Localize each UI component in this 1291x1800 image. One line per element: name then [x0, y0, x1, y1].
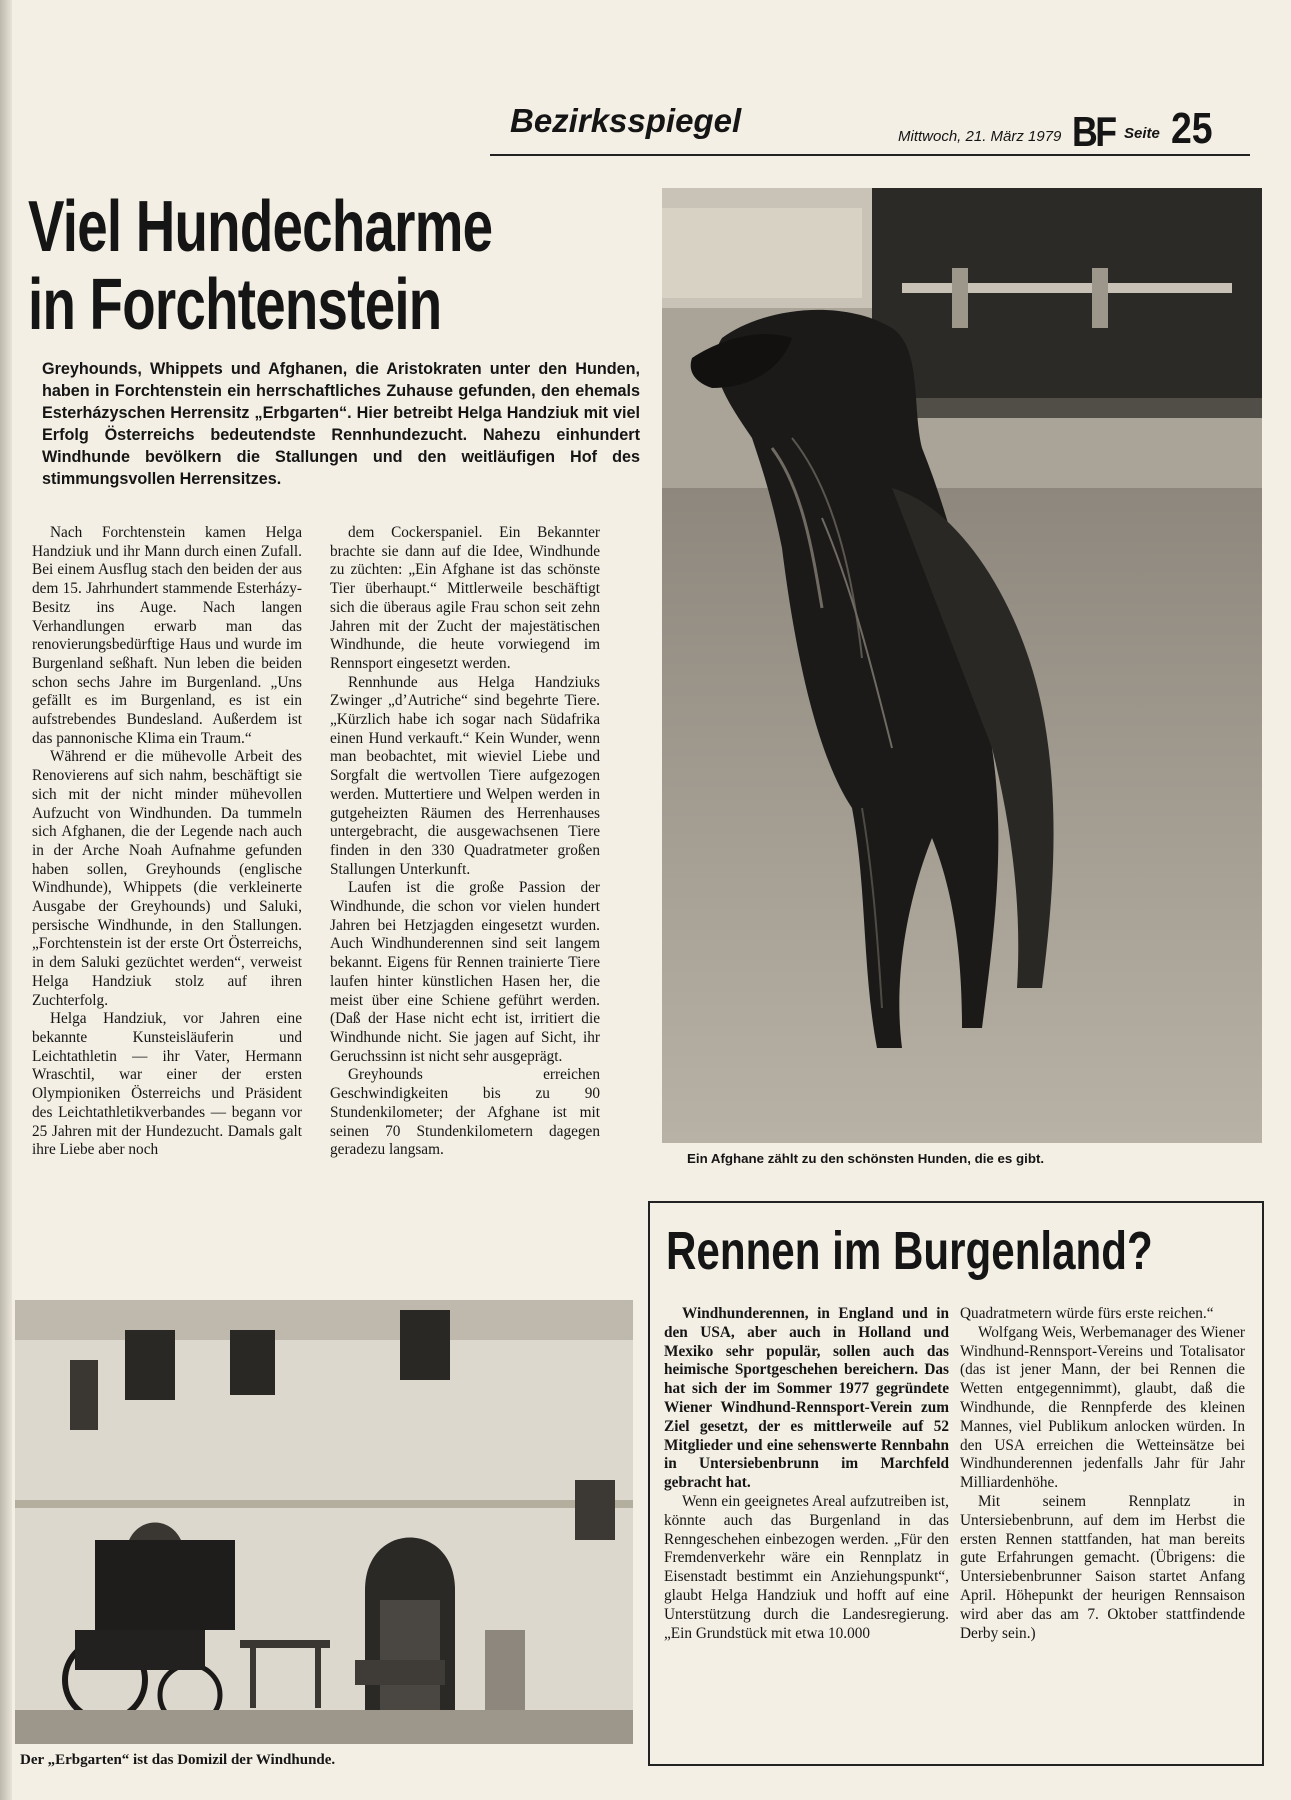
erbgarten-building-illustration — [15, 1300, 633, 1744]
erbgarten-photo — [15, 1300, 633, 1744]
sidebar-box — [648, 1201, 1264, 1766]
paragraph: Helga Handziuk, vor Jahren eine bekannte Kunsteisläuferin und Leichtathletin — ihr Vater, Hermann Wraschtil, war einer der ersten Olympioniken Österreichs und Präsident des Leichtathletikverbandes — begann vor 25 Jahren mit der Hundezucht. Damals galt ihre Liebe aber noch — [32, 1010, 302, 1159]
newspaper-logo: BF — [1072, 108, 1115, 155]
page-edge — [0, 0, 12, 1800]
sidebar-column-1 — [664, 1305, 949, 1643]
house-photo-caption: Der „Erbgarten“ ist das Domizil der Windhunde. — [20, 1752, 336, 1768]
page-label: Seite — [1124, 125, 1160, 142]
section-name: Bezirksspiegel — [510, 102, 742, 139]
article-column-2 — [330, 524, 600, 1160]
paragraph: Nach Forchtenstein kamen Helga Handziuk und ihr Mann durch einen Zufall. Bei einem Ausflug stach den beiden der aus dem 15. Jahrhundert stammende Esterházy-Besitz ins Auge. Nach langen Verhandlungen erwarb man das renovierungsbedürftige Haus und wurde im Burgenland seßhaft. Nun leben die beiden schon sechs Jahre im Burgenland. „Uns gefällt es im Burgenland, es ist ein aufstrebendes Bundesland. Außerdem ist das pannonische Klima ein Traum.“ — [32, 524, 302, 747]
sidebar-lead-paragraph: Windhunderennen, in England und in den USA, aber auch in Holland und Mexiko sehr populär, sollen auch das heimische Sportgeschehen bereichern. Das hat sich der im Sommer 1977 gegründete Wiener Windhund-Rennsport-Verein zum Ziel gesetzt, der es mittlerweile auf 52 Mitglieder und eine sehenswerte Rennbahn in Untersiebenbrunn im Marchfeld gebracht hat. — [664, 1305, 949, 1492]
page-number: 25 — [1171, 104, 1213, 153]
paragraph: dem Cockerspaniel. Ein Bekannter brachte sie dann auf die Idee, Windhunde zu züchten: „Ein Afghane ist das schönste Tier überhaupt.“ Mittlerweile beschäftigt sich die überaus agile Frau schon seit zehn Jahren mit der Zucht der majestätischen Windhunde, die heute vorwiegend im Rennsport eingesetzt werden. — [330, 524, 600, 672]
paragraph: Quadratmetern würde fürs erste reichen.“ — [960, 1305, 1214, 1322]
paragraph: Wolfgang Weis, Werbemanager des Wiener Windhund-Rennsport-Vereins und Totalisator (das ist jener Mann, der bei Rennen die Wetten entgegennimmt), glaubt, daß die Windhunde, die Rennpferde des kleinen Mannes, viel Publikum anlocken würden. In den USA erreichen die Wetteinsätze bei Windhunderennen jedenfalls Jahr für Jahr Milliardenhöhe. — [960, 1323, 1245, 1492]
afghan-hound-photo — [662, 188, 1262, 1143]
paragraph: Laufen ist die große Passion der Windhunde, die schon vor vielen hundert Jahren bei Hetzjagden eingesetzt wurden. Auch Windhunderennen sind seit langem bekannt. Eigens für Rennen trainierte Tiere laufen hinter künstlichen Hasen her, die meist über eine Schiene geführt werden. (Daß der Hase nicht echt ist, irritiert die Windhunde nicht. Sie jagen auf Sicht, ihr Geruchssinn ist nicht sehr ausgeprägt. — [330, 879, 600, 1065]
paragraph: Wenn ein geeignetes Areal aufzutreiben ist, könnte auch das Burgenland in das Renngeschehen einbezogen werden. „Für den Fremdenverkehr wäre ein Rennplatz in Eisenstadt bestimmt ein Anziehungspunkt“, glaubt Helga Handziuk und hofft auf eine Unterstützung durch die Landesregierung. „Ein Grundstück mit etwa 10.000 — [664, 1492, 949, 1642]
article-headline — [28, 188, 499, 344]
article-column-1 — [32, 524, 302, 1160]
paragraph: Rennhunde aus Helga Handziuks Zwinger „d’Autriche“ sind begehrte Tiere. „Kürzlich habe ich sogar nach Südafrika einen Hund verkauft.“ Kein Wunder, wenn man beobachtet, mit wieviel Liebe und Sorgfalt die wertvollen Tiere aufgezogen werden. Muttertiere und Welpen werden in gutgeheizten Räumen des Herrenhauses untergebracht, die ausgewachsenen Tiere finden in den 330 Quadratmeter großen Stallungen Unterkunft. — [330, 673, 600, 878]
sidebar-column-2 — [960, 1305, 1245, 1643]
afghan-hound-illustration — [662, 188, 1262, 1143]
dog-photo-caption: Ein Afghane zählt zu den schönsten Hunden, die es gibt. — [687, 1151, 1045, 1166]
headline-line-2: in Forchtenstein — [28, 265, 442, 345]
paragraph: Mit seinem Rennplatz in Untersiebenbrunn, auf dem im Herbst die ersten Rennen stattfanden, hat man bereits gute Erfahrungen gemacht. (Übrigens: die Untersiebenbrunner Saison startet Anfang April. Höhepunkt der heurigen Rennsaison wird aber das am 7. Oktober stattfindende Derby sein.) — [960, 1492, 1245, 1642]
sidebar-title: Rennen im Burgenland? — [666, 1221, 1153, 1281]
paragraph: Während er die mühevolle Arbeit des Renovierens auf sich nahm, beschäftigt sie sich mit der nicht minder mühevollen Aufzucht von Windhunden. Da tummeln sich Afghanen, die der Legende nach auch in der Arche Noah Aufnahme gefunden haben sollen, Greyhounds (englische Windhunde), Whippets (die verkleinerte Ausgabe der Greyhounds) und Saluki, persische Windhunde, in den Stallungen. „Forchtenstein ist der erste Ort Österreichs, in dem Saluki gezüchtet werden“, verweist Helga Handziuk stolz auf ihren Zuchterfolg. — [32, 748, 302, 1009]
issue-date: Mittwoch, 21. März 1979 — [898, 128, 1062, 145]
headline-line-1: Viel Hundecharme — [28, 187, 493, 267]
article-lead: Greyhounds, Whippets und Afghanen, die Aristokraten unter den Hunden, haben in Forchtenstein ein herrschaftliches Zuhause gefunden, den ehemals Esterházyschen Herrensitz „Erbgarten“. Hier betreibt Helga Handziuk mit viel Erfolg Österreichs bedeutendste Rennhundezucht. Nahezu einhundert Windhunde bevölkern die Stallungen und den weitläufigen Hof des stimmungsvollen Herrensitzes. — [42, 360, 640, 488]
paragraph: Greyhounds erreichen Geschwindigkeiten bis zu 90 Stundenkilometer; der Afghane ist mit seinen 70 Stundenkilometern dagegen geradezu langsam. — [330, 1066, 600, 1159]
page-header — [490, 92, 1250, 156]
